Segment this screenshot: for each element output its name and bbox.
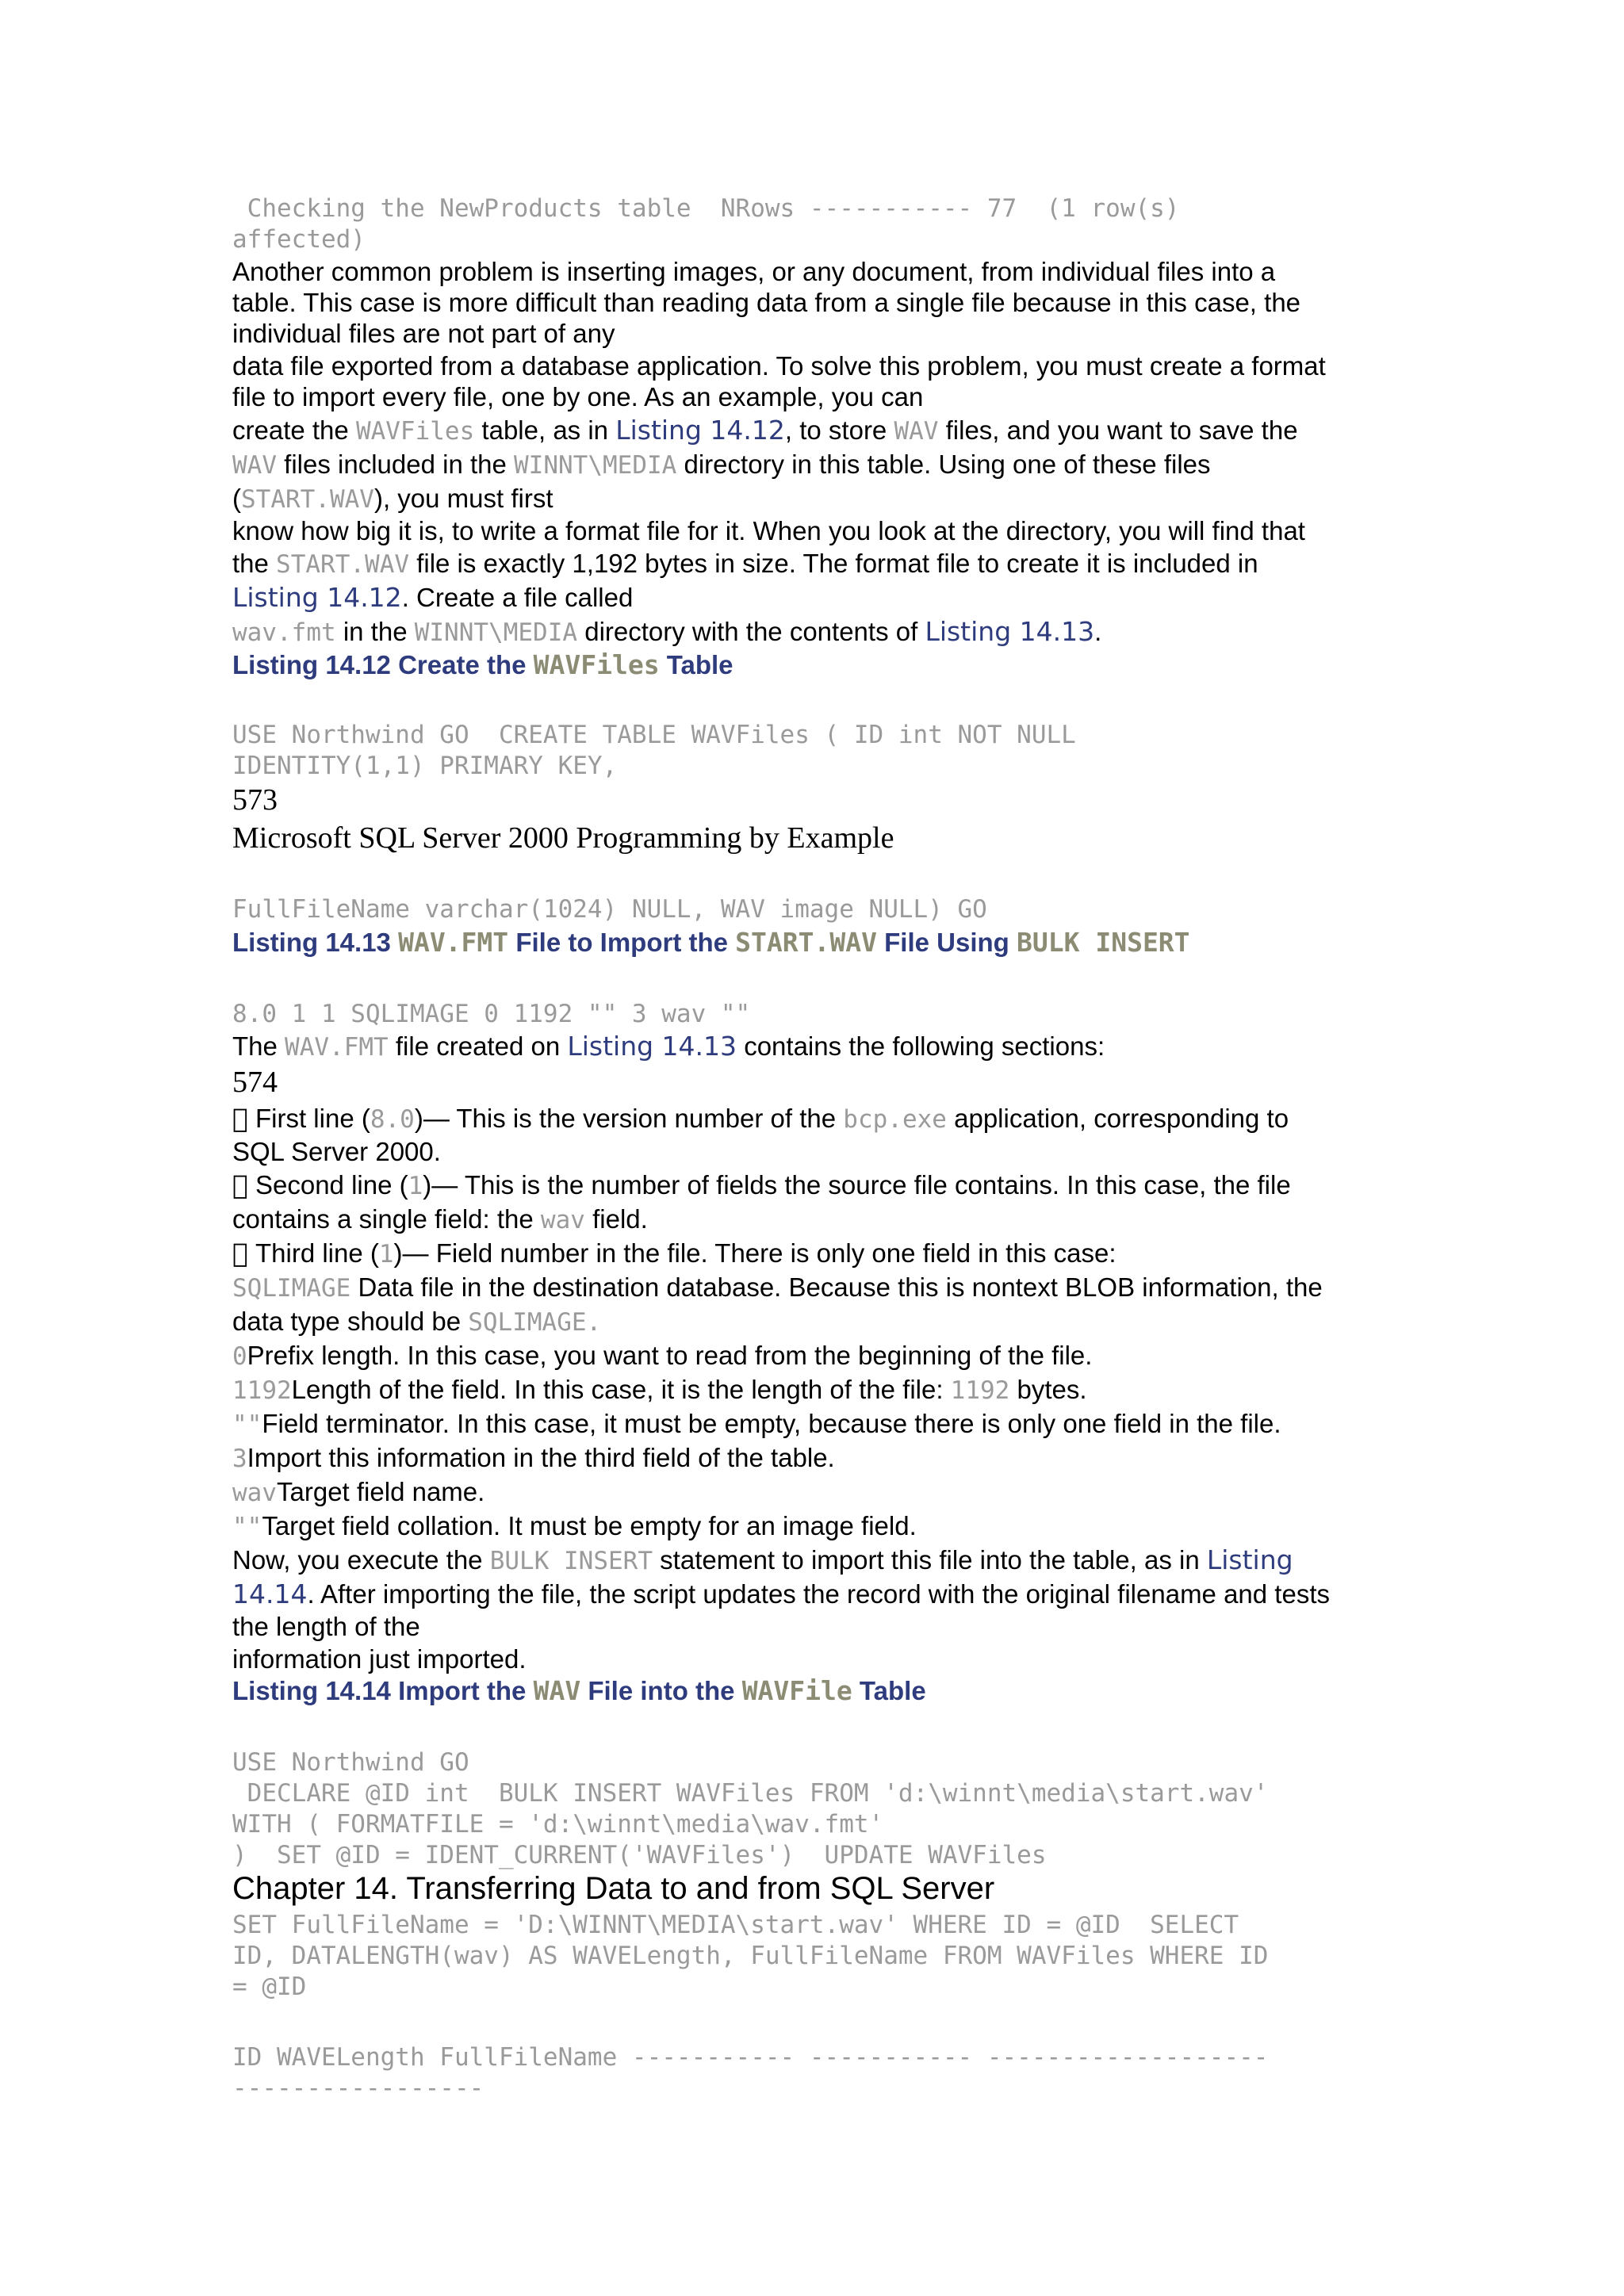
inline-code: wav [540, 1206, 585, 1234]
inline-code: "" [232, 1410, 262, 1439]
body-text: know how big it is, to write a format file for it. When you look at the directory, you will find that [232, 516, 1305, 545]
bullet-item: First line (8.0)— This is the version number of the bcp.exe application, corresponding to [232, 1103, 1281, 1134]
body-text: table. This case is more difficult than reading data from a single file because in this case, the [232, 288, 1301, 317]
listing-heading: Listing 14.14 Import the WAV File into the WAVFile Table [232, 1675, 926, 1706]
body-text: Listing 14.12. Create a file called [232, 582, 634, 613]
code-line: ID WAVELength FullFileName ----------- ----------- ------------------- [232, 2043, 1269, 2072]
code-line: 8.0 1 1 SQLIMAGE 0 1192 "" 3 wav "" [232, 1000, 751, 1028]
body-text: Now, you execute the BULK INSERT statement to import this file into the table, as in Listing [232, 1544, 1293, 1575]
inline-code: 3 [232, 1445, 247, 1473]
inline-code: SQLIMAGE [232, 1274, 351, 1303]
page-number: 574 [232, 1066, 278, 1099]
inline-code: 0 [232, 1342, 247, 1371]
listing-link[interactable]: Listing [1206, 1544, 1293, 1575]
code-line: ID, DATALENGTH(wav) AS WAVELength, FullFileName FROM WAVFiles WHERE ID [232, 1942, 1269, 1970]
field-description: 1192Length of the field. In this case, it is the length of the file: 1192 bytes. [232, 1375, 1087, 1405]
code-line: IDENTITY(1,1) PRIMARY KEY, [232, 752, 618, 780]
field-description: wavTarget field name. [232, 1477, 485, 1507]
inline-code: 1 [371, 1240, 387, 1269]
inline-code: WINNT\MEDIA [514, 451, 677, 480]
inline-code: START.WAV [276, 550, 410, 579]
code-line: USE Northwind GO [232, 1748, 469, 1777]
listing-link[interactable]: Listing 14.13 [925, 616, 1095, 647]
code-line: USE Northwind GO CREATE TABLE WAVFiles ( ID int NOT NULL [232, 721, 1076, 749]
inline-code: SQLIMAGE. [468, 1308, 602, 1337]
inline-code: WAV [894, 417, 939, 446]
inline-code: START.WAV [241, 485, 374, 514]
body-text: contains a single field: the wav field. [232, 1204, 648, 1234]
inline-code: BULK INSERT [489, 1547, 653, 1575]
bullet-icon [232, 1238, 241, 1269]
body-text: The WAV.FMT file created on Listing 14.13 contains the following sections: [232, 1031, 1105, 1062]
bullet-item: Second line (1)— This is the number of fields the source file contains. In this case, the file [232, 1169, 1284, 1200]
inline-code: 1192 [950, 1376, 1010, 1405]
code-line: FullFileName varchar(1024) NULL, WAV image NULL) GO [232, 895, 987, 924]
inline-code: bcp.exe [835, 1105, 940, 1134]
inline-code: "" [232, 1513, 262, 1541]
bullet-icon [232, 1169, 241, 1200]
code-line: ) SET @ID = IDENT_CURRENT('WAVFiles') UPDATE WAVFiles [232, 1841, 1047, 1869]
inline-code: 8.0 [362, 1105, 408, 1134]
body-text: data file exported from a database application. To solve this problem, you must create a format [232, 351, 1326, 381]
inline-code: 1192 [232, 1376, 292, 1405]
field-description: ""Target field collation. It must be empty for an image field. [232, 1511, 917, 1541]
inline-code: WINNT\MEDIA [414, 618, 578, 647]
body-text: create the WAVFiles table, as in Listing 14.12, to store WAV files, and you want to save the [232, 415, 1298, 446]
code-line: WITH ( FORMATFILE = 'd:\winnt\media\wav.fmt' [232, 1810, 884, 1839]
book-title: Microsoft SQL Server 2000 Programming by Example [232, 821, 894, 855]
listing-link[interactable]: 14.14 [232, 1578, 308, 1609]
body-text: file to import every file, one by one. As an example, you can [232, 382, 924, 411]
code-line: Checking the NewProducts table NRows ----------- 77 (1 row(s) [232, 194, 1180, 223]
inline-code: WAV [232, 451, 277, 480]
bullet-icon [232, 1103, 241, 1134]
field-description: ""Field terminator. In this case, it must be empty, because there is only one field in the file. [232, 1409, 1281, 1439]
body-text: individual files are not part of any [232, 319, 615, 348]
body-text: the length of the [232, 1612, 420, 1641]
body-text: the START.WAV file is exactly 1,192 bytes in size. The format file to create it is included in [232, 549, 1258, 579]
listing-heading: Listing 14.12 Create the WAVFiles Table [232, 649, 733, 680]
body-text: SQL Server 2000. [232, 1137, 441, 1166]
code-line: SET FullFileName = 'D:\WINNT\MEDIA\start.wav' WHERE ID = @ID SELECT [232, 1911, 1239, 1939]
page-number: 573 [232, 783, 278, 817]
inline-code: wav.fmt [232, 618, 336, 647]
body-text: (START.WAV), you must first [232, 484, 553, 514]
field-description: 3Import this information in the third field of the table. [232, 1443, 835, 1473]
body-text: wav.fmt in the WINNT\MEDIA directory with the contents of Listing 14.13. [232, 616, 1102, 647]
code-line: DECLARE @ID int BULK INSERT WAVFiles FROM 'd:\winnt\media\start.wav' [232, 1779, 1269, 1808]
body-text: WAV files included in the WINNT\MEDIA directory in this table. Using one of these files [232, 450, 1211, 480]
listing-link[interactable]: Listing 14.12 [615, 415, 785, 446]
body-text: 14.14. After importing the file, the script updates the record with the original filename and tests [232, 1578, 1330, 1609]
body-text: information just imported. [232, 1644, 527, 1674]
inline-code: WAVFiles [355, 417, 475, 446]
code-line: affected) [232, 225, 366, 254]
listing-link[interactable]: Listing 14.12 [232, 582, 402, 613]
listing-heading: Listing 14.13 WAV.FMT File to Import the START.WAV File Using BULK INSERT [232, 927, 1190, 958]
inline-code: 1 [400, 1172, 416, 1200]
inline-code: wav [232, 1479, 277, 1507]
field-description: 0Prefix length. In this case, you want to read from the beginning of the file. [232, 1341, 1093, 1371]
chapter-title: Chapter 14. Transferring Data to and from SQL Server [232, 1871, 995, 1906]
code-line: ----------------- [232, 2074, 485, 2103]
field-description: SQLIMAGE Data file in the destination database. Because this is nontext BLOB information, the [232, 1272, 1323, 1303]
inline-code: WAV.FMT [285, 1033, 389, 1062]
body-text: Another common problem is inserting images, or any document, from individual files into a [232, 257, 1276, 286]
code-line: = @ID [232, 1973, 307, 2001]
listing-link[interactable]: Listing 14.13 [567, 1031, 737, 1062]
field-description: data type should be SQLIMAGE. [232, 1307, 602, 1337]
bullet-item: Third line (1)— Field number in the file. There is only one field in this case: [232, 1238, 1109, 1269]
